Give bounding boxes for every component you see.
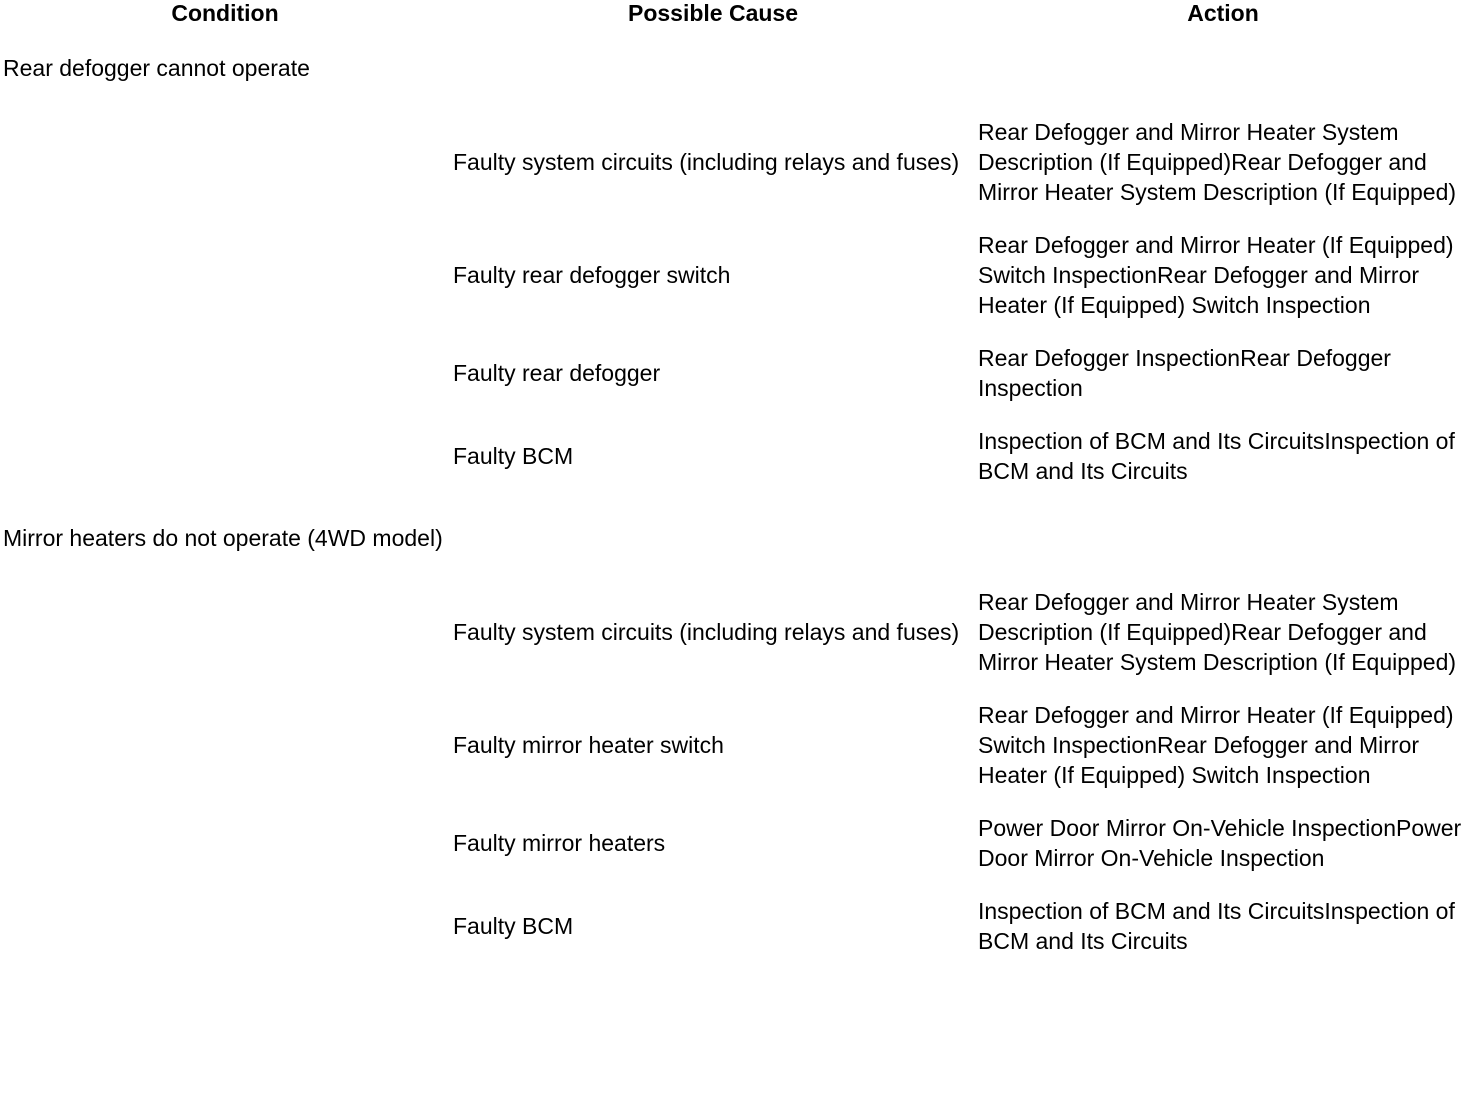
cause-cell: Faulty mirror heater switch xyxy=(453,732,724,758)
cause-cell: Faulty mirror heaters xyxy=(453,830,666,856)
empty-cell xyxy=(0,576,450,689)
empty-cell xyxy=(0,689,450,802)
empty-cell xyxy=(976,28,1470,106)
header-row xyxy=(0,0,1470,28)
table-row xyxy=(0,106,1470,219)
action-cell: Inspection of BCM and Its CircuitsInspection of BCM and Its Circuits xyxy=(978,898,1455,954)
header-action: Action xyxy=(1187,0,1259,26)
empty-cell xyxy=(0,219,450,332)
table-row xyxy=(0,415,1470,498)
condition-cell: Mirror heaters do not operate (4WD model) xyxy=(3,525,443,551)
condition-cell: Rear defogger cannot operate xyxy=(3,55,310,81)
cause-cell: Faulty rear defogger switch xyxy=(453,262,731,288)
empty-cell xyxy=(0,332,450,415)
action-cell: Rear Defogger and Mirror Heater (If Equipped) Switch InspectionRear Defogger and Mirror Heater (If Equipped) Switch Inspection xyxy=(978,702,1454,788)
table-row xyxy=(0,576,1470,689)
cause-cell: Faulty system circuits (including relays and fuses) xyxy=(453,149,960,175)
condition-row xyxy=(0,498,1470,576)
empty-cell xyxy=(0,885,450,968)
action-cell: Rear Defogger and Mirror Heater (If Equipped) Switch InspectionRear Defogger and Mirror Heater (If Equipped) Switch Inspection xyxy=(978,232,1454,318)
action-cell: Power Door Mirror On-Vehicle InspectionPower Door Mirror On-Vehicle Inspection xyxy=(978,815,1462,871)
empty-cell xyxy=(450,498,976,576)
action-cell: Rear Defogger InspectionRear Defogger Inspection xyxy=(978,345,1391,401)
table-row xyxy=(0,332,1470,415)
cause-cell: Faulty rear defogger xyxy=(453,360,661,386)
empty-cell xyxy=(976,498,1470,576)
empty-cell xyxy=(0,802,450,885)
cause-cell: Faulty BCM xyxy=(453,913,574,939)
header-possible-cause: Possible Cause xyxy=(627,0,799,26)
cause-cell: Faulty BCM xyxy=(453,443,574,469)
action-cell: Rear Defogger and Mirror Heater System Description (If Equipped)Rear Defogger and Mirror Heater System Description (If Equipped) xyxy=(978,589,1457,675)
empty-cell xyxy=(450,28,976,106)
table-row xyxy=(0,219,1470,332)
action-cell: Rear Defogger and Mirror Heater System Description (If Equipped)Rear Defogger and Mirror Heater System Description (If Equipped) xyxy=(978,119,1457,205)
empty-cell xyxy=(0,106,450,219)
table-row xyxy=(0,885,1470,968)
condition-row xyxy=(0,28,1470,106)
table-row xyxy=(0,802,1470,885)
table-row xyxy=(0,689,1470,802)
action-cell: Inspection of BCM and Its CircuitsInspection of BCM and Its Circuits xyxy=(978,428,1455,484)
header-condition: Condition xyxy=(171,0,279,26)
cause-cell: Faulty system circuits (including relays and fuses) xyxy=(453,619,960,645)
empty-cell xyxy=(0,415,450,498)
